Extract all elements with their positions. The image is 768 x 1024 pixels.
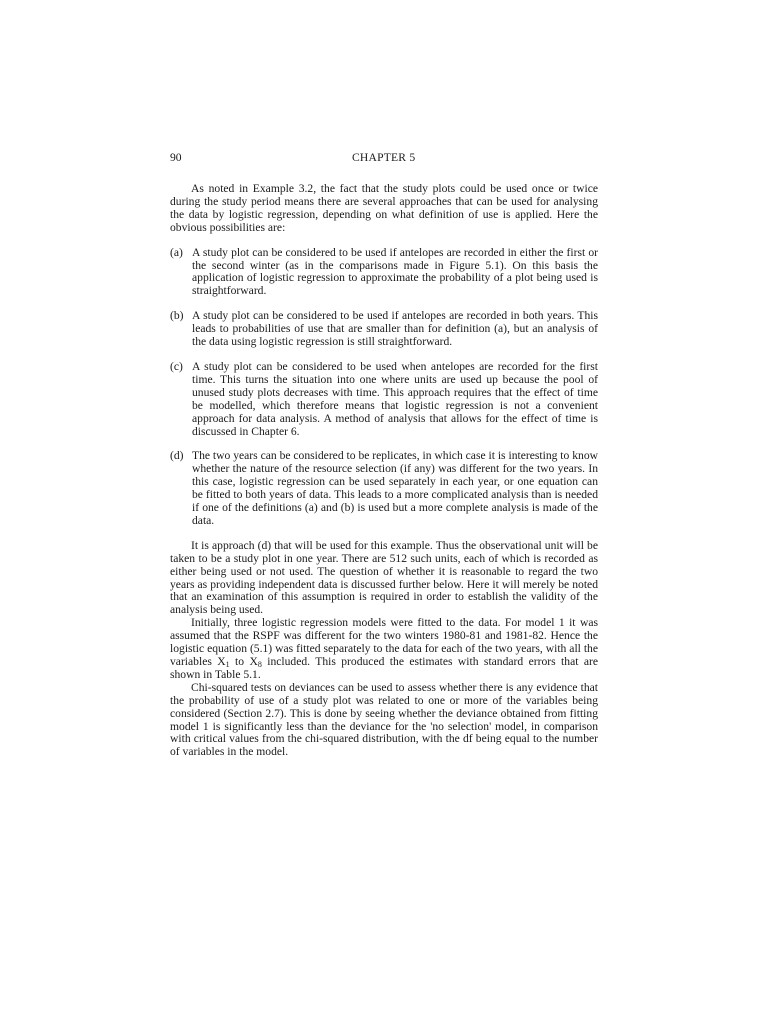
list-item-a xyxy=(170,247,598,299)
model-text-after: included. This produced the estimates with standard errors that are shown in Table 5.1. xyxy=(170,655,598,681)
model-text-before: Initially, three logistic regression models were fitted to the data. For model 1 it was assumed that the RSPF was different for the two winters 1980-81 and 1981-82. Hence the logistic equation (5.1) was fitted separately to the data for each of the two years, with all the variables X xyxy=(170,616,598,668)
page-number: 90 xyxy=(170,151,182,164)
running-head: CHAPTER 5 xyxy=(352,151,416,164)
list-item-text: A study plot can be considered to be used if antelopes are recorded in either the first or the second winter (as in the comparisons made in Figure 5.1). On this basis the application of logistic regression to approximate the probability of a plot being used is straightforward. xyxy=(192,245,598,298)
body-paragraph-model-1 xyxy=(170,617,598,682)
book-page xyxy=(170,152,598,759)
body-paragraph-approach-d: It is approach (d) that will be used for this example. Thus the observational unit will be taken to be a study plot in one year. There are 512 such units, each of which is recorded as either being used or not used. The question of whether it is reasonable to regard the two years as providing independent data is discussed further below. Here it will merely be noted that an examination of this assumption is required in order to establish the validity of the analysis being used. xyxy=(170,538,598,617)
body-paragraph-chi-squared: Chi-squared tests on deviances can be used to assess whether there is any evidence that the probability of use of a study plot was related to one or more of the variables being considered (Section 2.7). This is done by seeing whether the deviance obtained from fitting model 1 is significantly less than the deviance for the 'no selection' model, in comparison with critical values from the chi-squared distribution, with the df being equal to the number of variables in the model. xyxy=(170,680,598,759)
list-item-b xyxy=(170,310,598,349)
list-item-c xyxy=(170,361,598,438)
subscript-8: 8 xyxy=(257,660,262,669)
definition-list xyxy=(170,247,598,528)
model-text-middle: to X xyxy=(229,655,258,668)
intro-paragraph: As noted in Example 3.2, the fact that the study plots could be used once or twice during the study period means there are several approaches that can be used for analysing the data by logistic regression, depending on what definition of use is applied. Here the obvious possibilities are: xyxy=(170,182,598,234)
list-item-text: A study plot can be considered to be used if antelopes are recorded in both years. This leads to probabilities of use that are smaller than for definition (a), but an analysis of the data using logistic regression is still straightforward. xyxy=(192,309,598,349)
list-item-label: (a) xyxy=(170,245,183,259)
subscript-1: 1 xyxy=(225,660,230,669)
list-item-label: (d) xyxy=(170,449,184,463)
page-header xyxy=(170,152,598,168)
list-item-d xyxy=(170,450,598,527)
list-item-text: The two years can be considered to be replicates, in which case it is interesting to know whether the nature of the resource selection (if any) was different for the two years. In this case, logistic regression can be used separately in each year, or one equation can be fitted to both years of data. This leads to a more complicated analysis than is needed if one of the definitions (a) and (b) is used but a more complete analysis is made of the data. xyxy=(192,449,598,527)
list-item-text: A study plot can be considered to be used when antelopes are recorded for the first time. This turns the situation into one where units are used up because the pool of unused study plots decreases with time. This approach requires that the effect of time be modelled, which therefore means that logistic regression is not a convenient approach for data analysis. A method of analysis that allows for the effect of time is discussed in Chapter 6. xyxy=(192,359,598,438)
list-item-label: (c) xyxy=(170,359,183,373)
list-item-label: (b) xyxy=(170,309,184,323)
